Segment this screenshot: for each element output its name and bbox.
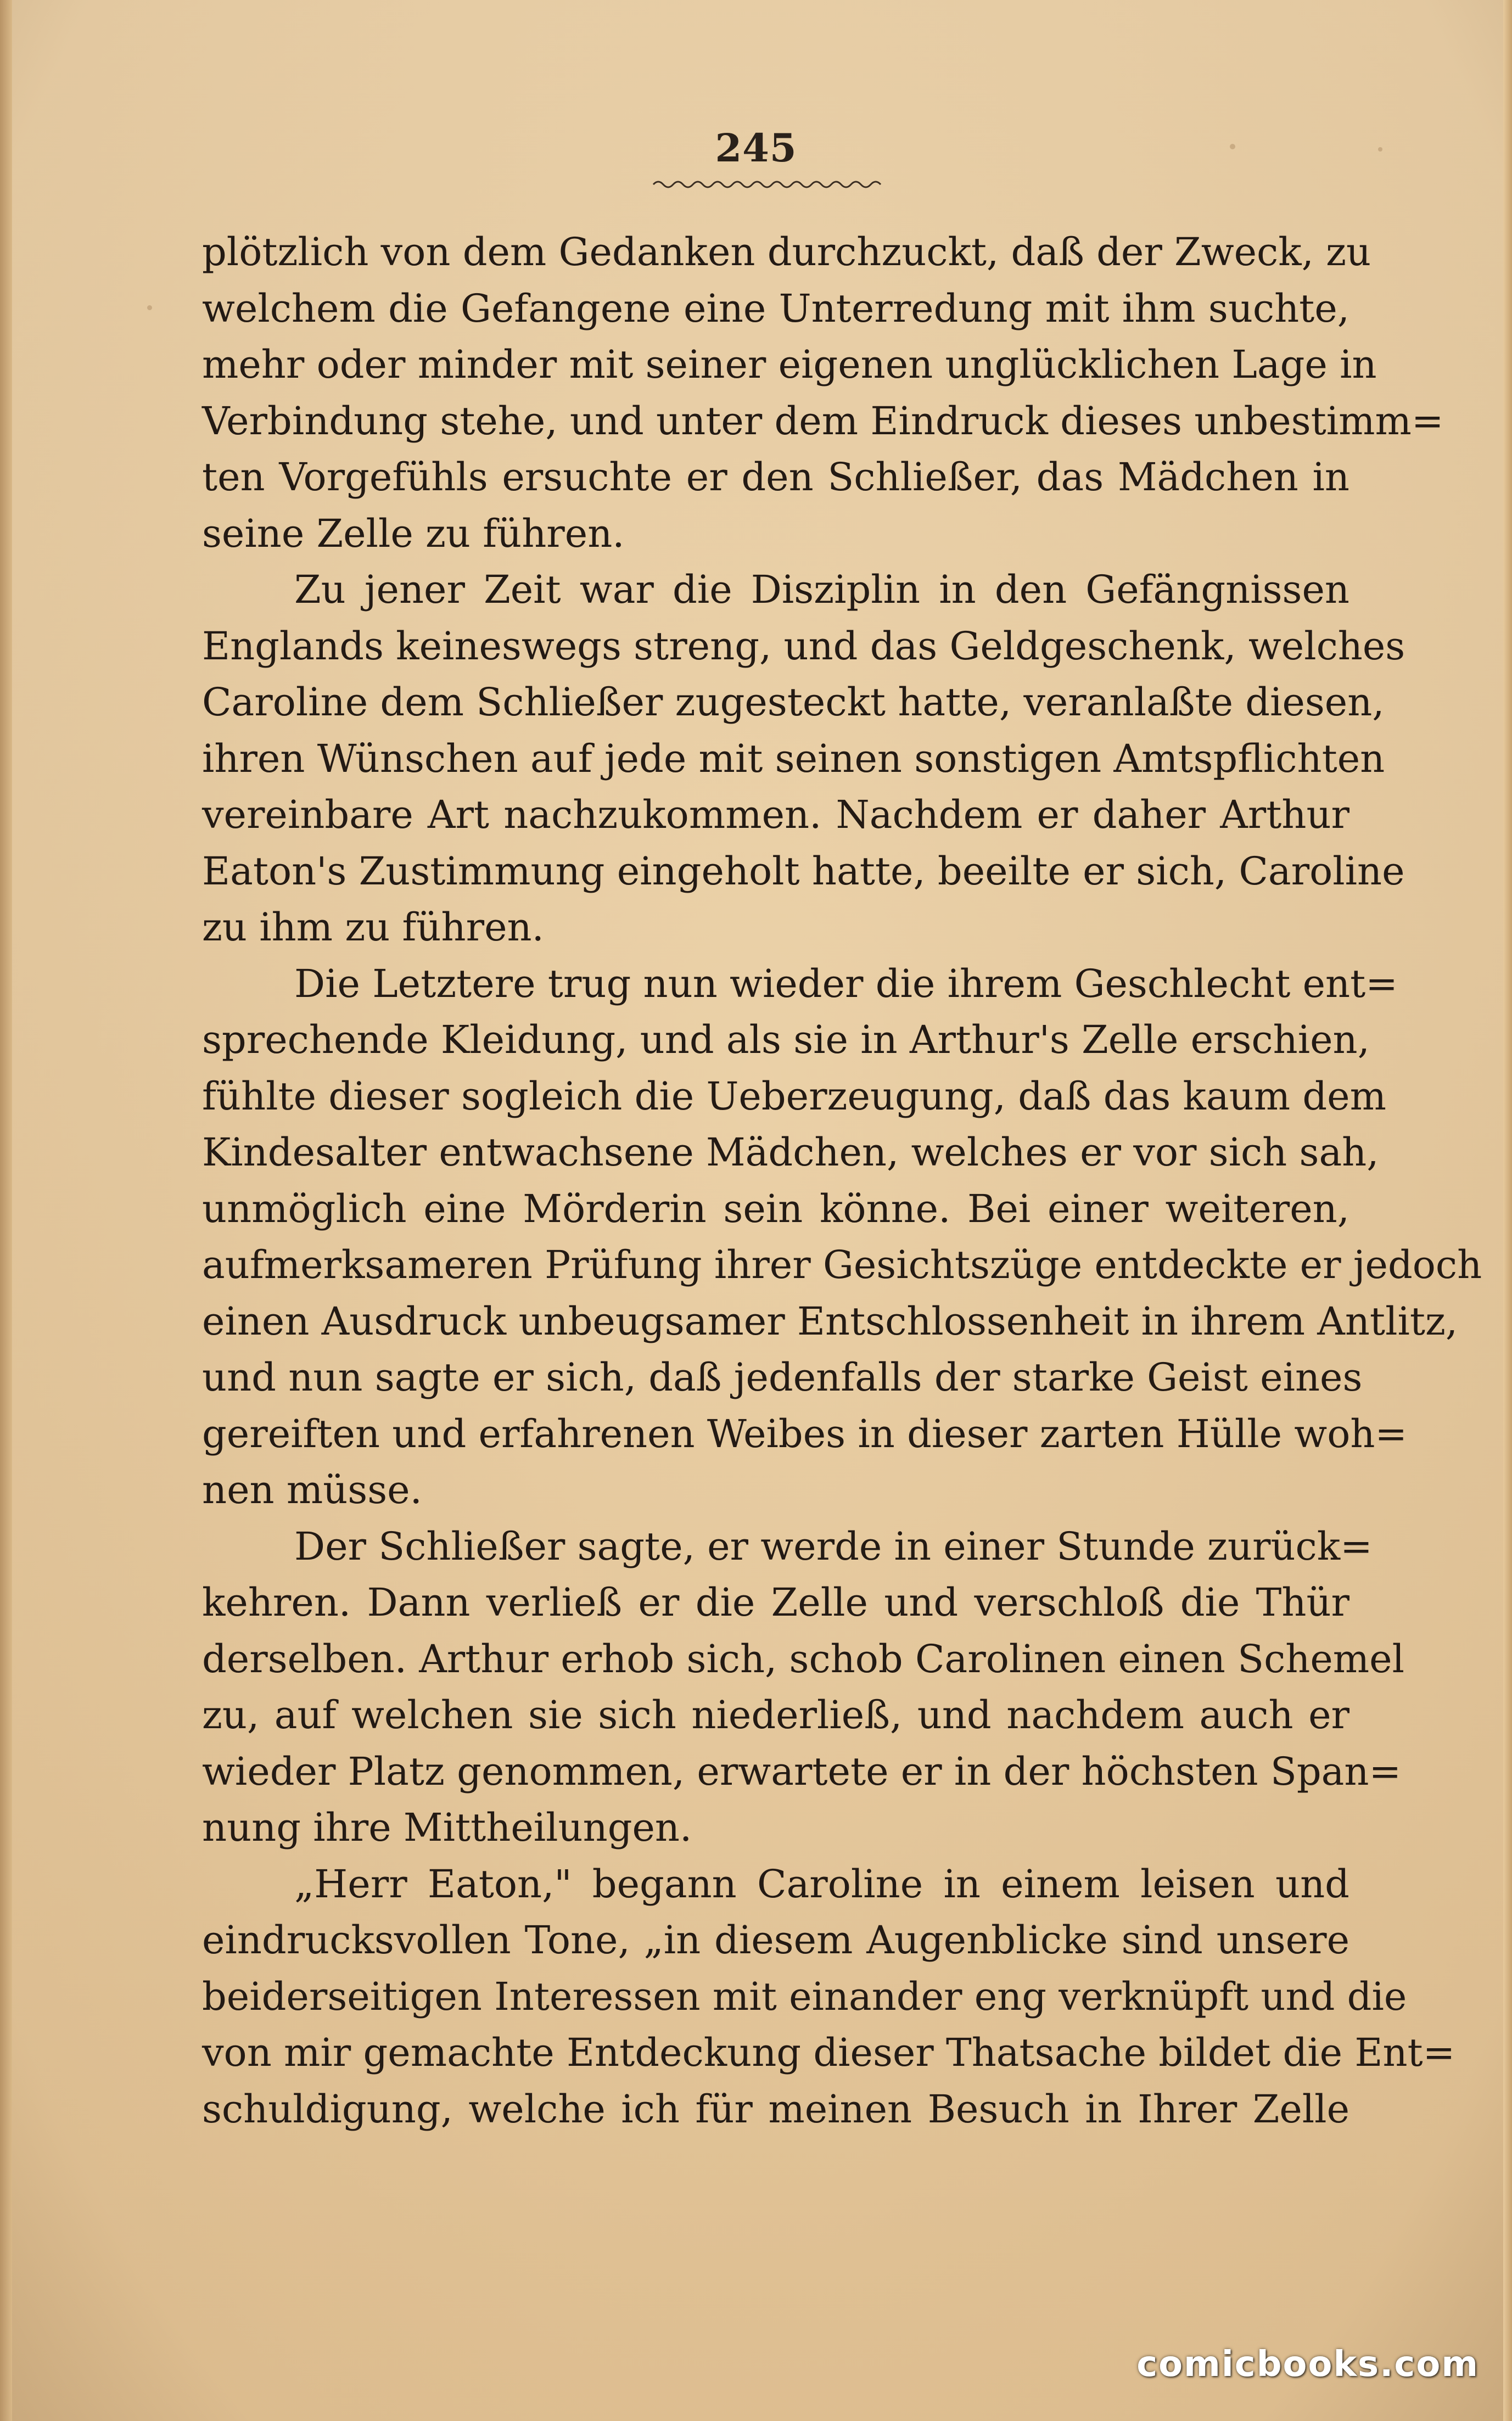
text-line: nung ihre Mittheilungen. — [202, 1805, 692, 1850]
text-line: zu ihm zu führen. — [202, 905, 544, 950]
text-line: schuldigung, welche ich für meinen Besuch in Ihrer Zelle — [202, 2086, 1349, 2132]
text-line: Englands keineswegs streng, und das Geldgeschenk, welches — [202, 623, 1405, 669]
text-line: gereiften und erfahrenen Weibes in dieser zarten Hülle woh= — [202, 1411, 1408, 1456]
text-line: unmöglich eine Mörderin sein könne. Bei einer weiteren, — [202, 1186, 1349, 1231]
text-line: ten Vorgefühls ersuchte er den Schließer, das Mädchen in — [202, 455, 1349, 500]
text-line: Eaton's Zustimmung eingeholt hatte, beeilte er sich, Caroline — [202, 848, 1405, 894]
page-number: 245 — [715, 125, 797, 171]
text-line: fühlte dieser sogleich die Ueberzeugung, daß das kaum dem — [202, 1073, 1386, 1119]
wavy-rule-ornament — [653, 176, 884, 191]
text-line: derselben. Arthur erhob sich, schob Carolinen einen Schemel — [202, 1636, 1404, 1682]
text-line: mehr oder minder mit seiner eigenen unglücklichen Lage in — [202, 342, 1377, 387]
paper-spot — [1230, 144, 1235, 149]
text-line: Zu jener Zeit war die Disziplin in den Gefängnissen — [294, 567, 1349, 612]
text-line: aufmerksameren Prüfung ihrer Gesichtszüge entdeckte er jedoch — [202, 1242, 1482, 1287]
text-line: Caroline dem Schließer zugesteckt hatte, veranlaßte diesen, — [202, 680, 1385, 725]
text-line: eindrucksvollen Tone, „in diesem Augenblicke sind unsere — [202, 1918, 1349, 1963]
text-line: plötzlich von dem Gedanken durchzuckt, daß der Zweck, zu — [202, 229, 1371, 274]
text-line: kehren. Dann verließ er die Zelle und verschloß die Thür — [202, 1580, 1349, 1625]
text-line: vereinbare Art nachzukommen. Nachdem er daher Arthur — [202, 792, 1349, 837]
text-line: von mir gemachte Entdeckung dieser Thatsache bildet die Ent= — [202, 2030, 1455, 2075]
text-line: einen Ausdruck unbeugsamer Entschlossenheit in ihrem Antlitz, — [202, 1298, 1458, 1344]
text-line: seine Zelle zu führen. — [202, 511, 625, 556]
text-line: zu, auf welchen sie sich niederließ, und nachdem auch er — [202, 1693, 1349, 1738]
text-line: Der Schließer sagte, er werde in einer Stunde zurück= — [294, 1523, 1373, 1569]
text-line: und nun sagte er sich, daß jedenfalls der starke Geist eines — [202, 1355, 1363, 1400]
text-line: beiderseitigen Interessen mit einander eng verknüpft und die — [202, 1974, 1407, 2019]
text-line: ihren Wünschen auf jede mit seinen sonstigen Amtspflichten — [202, 736, 1385, 781]
text-line: welchem die Gefangene eine Unterredung mit ihm suchte, — [202, 285, 1349, 331]
text-line: wieder Platz genommen, erwartete er in der höchsten Span= — [202, 1748, 1402, 1794]
text-line: Kindesalter entwachsene Mädchen, welches er vor sich sah, — [202, 1130, 1379, 1175]
page-right-edge — [1503, 0, 1512, 2421]
paper-spot — [147, 305, 152, 310]
watermark: comicbooks.com — [1136, 2344, 1479, 2385]
text-line: sprechende Kleidung, und als sie in Arthur's Zelle erschien, — [202, 1017, 1370, 1062]
text-line: nen müsse. — [202, 1467, 422, 1512]
text-line: Verbindung stehe, und unter dem Eindruck dieses unbestimm= — [202, 398, 1444, 444]
text-line: Die Letztere trug nun wieder die ihrem Geschlecht ent= — [294, 961, 1398, 1006]
page-left-edge — [0, 0, 12, 2421]
text-line: „Herr Eaton," begann Caroline in einem leisen und — [294, 1861, 1349, 1907]
paper-spot — [1378, 147, 1382, 152]
body-text — [202, 224, 1482, 2137]
